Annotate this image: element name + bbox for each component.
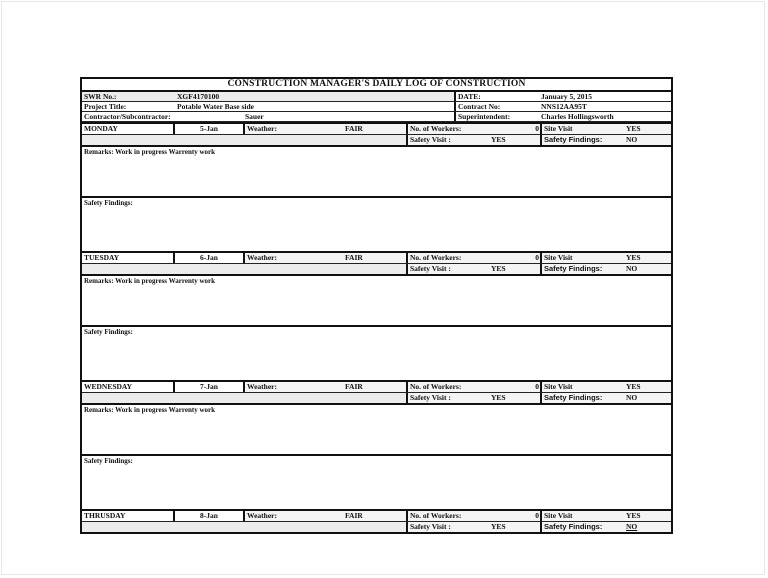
safety-findings-label: Safety Findings: [544, 393, 603, 402]
weather-cell [243, 253, 406, 263]
remarks-area: Remarks: Work in progress Warrenty work [82, 405, 671, 456]
safety-visit-cell [406, 264, 540, 274]
date-cell [454, 92, 671, 101]
site-visit-label: Site Visit [544, 253, 573, 262]
day-row [82, 380, 671, 393]
site-visit-value: YES [626, 124, 641, 133]
day-name: THRUSDAY [84, 511, 126, 520]
workers-label: No. of Workers: [410, 253, 462, 262]
safety-findings-value: NO [626, 135, 638, 144]
safety-findings-value: NO [626, 522, 638, 531]
workers-cell [406, 511, 540, 521]
workers-value: 0 [535, 124, 539, 133]
project-cell [82, 102, 454, 111]
safety-visit-cell [406, 522, 540, 532]
safety-visit-cell [406, 393, 540, 403]
workers-value: 0 [535, 511, 539, 520]
safety-findings-cell [540, 393, 671, 403]
blank-gray-cell [82, 522, 406, 532]
weather-value: FAIR [345, 253, 363, 262]
safety-visit-label: Safety Visit : [410, 522, 451, 531]
remarks-area: Remarks: Work in progress Warrenty work [82, 147, 671, 198]
weather-cell [243, 382, 406, 392]
site-visit-label: Site Visit [544, 382, 573, 391]
day-block-monday [82, 122, 671, 251]
safety-visit-label: Safety Visit : [410, 393, 451, 402]
day-name: MONDAY [84, 124, 118, 133]
site-visit-label: Site Visit [544, 511, 573, 520]
day-date: 5-Jan [173, 124, 243, 134]
safety-findings-value: NO [626, 393, 638, 402]
weather-value: FAIR [345, 382, 363, 391]
safety-visit-value: YES [491, 135, 506, 144]
workers-cell [406, 382, 540, 392]
remarks-area: Remarks: Work in progress Warrenty work [82, 276, 671, 327]
sub-row [82, 135, 671, 147]
workers-value: 0 [535, 253, 539, 262]
contractor-value: Sauer [245, 112, 264, 121]
safety-visit-label: Safety Visit : [410, 264, 451, 273]
workers-cell [406, 124, 540, 134]
safety-visit-value: YES [491, 522, 506, 531]
safety-findings-label: Safety Findings: [544, 522, 603, 531]
workers-label: No. of Workers: [410, 511, 462, 520]
sub-row [82, 264, 671, 276]
site-visit-cell [540, 382, 671, 392]
blank-gray-cell [82, 264, 406, 274]
weather-label: Weather: [247, 511, 277, 520]
workers-label: No. of Workers: [410, 382, 462, 391]
site-visit-cell [540, 124, 671, 134]
contractor-label: Contractor/Subcontractor: [84, 112, 171, 121]
safety-findings-label: Safety Findings: [544, 135, 603, 144]
superintendent-value: Charles Hollingsworth [541, 112, 614, 121]
site-visit-label: Site Visit [544, 124, 573, 133]
weather-label: Weather: [247, 124, 277, 133]
superintendent-label: Superintendent: [458, 112, 511, 121]
safety-visit-cell [406, 135, 540, 145]
day-block-tuesday [82, 251, 671, 380]
day-date: 6-Jan [173, 253, 243, 263]
site-visit-value: YES [626, 253, 641, 262]
project-label: Project Title: [84, 102, 127, 111]
safety-findings-area: Safety Findings: [84, 199, 133, 207]
blank-gray-cell [82, 393, 406, 403]
contractor-row [82, 112, 671, 122]
site-visit-value: YES [626, 382, 641, 391]
contract-cell [454, 102, 671, 111]
weather-cell [243, 511, 406, 521]
daily-log-sheet [80, 77, 673, 534]
safety-findings-cell [540, 264, 671, 274]
workers-label: No. of Workers: [410, 124, 462, 133]
day-name: WEDNESDAY [84, 382, 133, 391]
weather-value: FAIR [345, 124, 363, 133]
weather-label: Weather: [247, 253, 277, 262]
safety-visit-label: Safety Visit : [410, 135, 451, 144]
day-row [82, 509, 671, 522]
site-visit-cell [540, 511, 671, 521]
day-block-thursday [82, 509, 671, 532]
safety-findings-cell [540, 135, 671, 145]
day-date: 7-Jan [173, 382, 243, 392]
day-row [82, 122, 671, 135]
swr-row [82, 92, 671, 102]
safety-findings-area: Safety Findings: [84, 328, 133, 336]
weather-value: FAIR [345, 511, 363, 520]
day-date: 8-Jan [173, 511, 243, 521]
superintendent-cell [454, 112, 671, 121]
safety-findings-area: Safety Findings: [84, 457, 133, 465]
site-visit-cell [540, 253, 671, 263]
safety-visit-value: YES [491, 264, 506, 273]
day-name: TUESDAY [84, 253, 120, 262]
contract-value: NNS12AA95T [541, 102, 587, 111]
safety-visit-value: YES [491, 393, 506, 402]
sub-row [82, 522, 671, 532]
swr-cell [82, 92, 454, 101]
day-row [82, 251, 671, 264]
date-label: DATE: [458, 92, 481, 101]
swr-value: XGF4170100 [177, 92, 220, 101]
title-row [82, 79, 671, 92]
sub-row [82, 393, 671, 405]
contractor-cell [82, 112, 454, 121]
day-block-wednesday [82, 380, 671, 509]
workers-value: 0 [535, 382, 539, 391]
site-visit-value: YES [626, 511, 641, 520]
project-row [82, 102, 671, 112]
contract-label: Contract No: [458, 102, 501, 111]
swr-label: SWR No.: [84, 92, 117, 101]
document-title: CONSTRUCTION MANAGER'S DAILY LOG OF CONSTRUCTION [227, 79, 526, 89]
safety-findings-value: NO [626, 264, 638, 273]
safety-findings-label: Safety Findings: [544, 264, 603, 273]
safety-findings-cell [540, 522, 671, 532]
weather-cell [243, 124, 406, 134]
project-value: Potable Water Base side [177, 102, 255, 111]
workers-cell [406, 253, 540, 263]
date-value: January 5, 2015 [541, 92, 593, 101]
blank-gray-cell [82, 135, 406, 145]
weather-label: Weather: [247, 382, 277, 391]
